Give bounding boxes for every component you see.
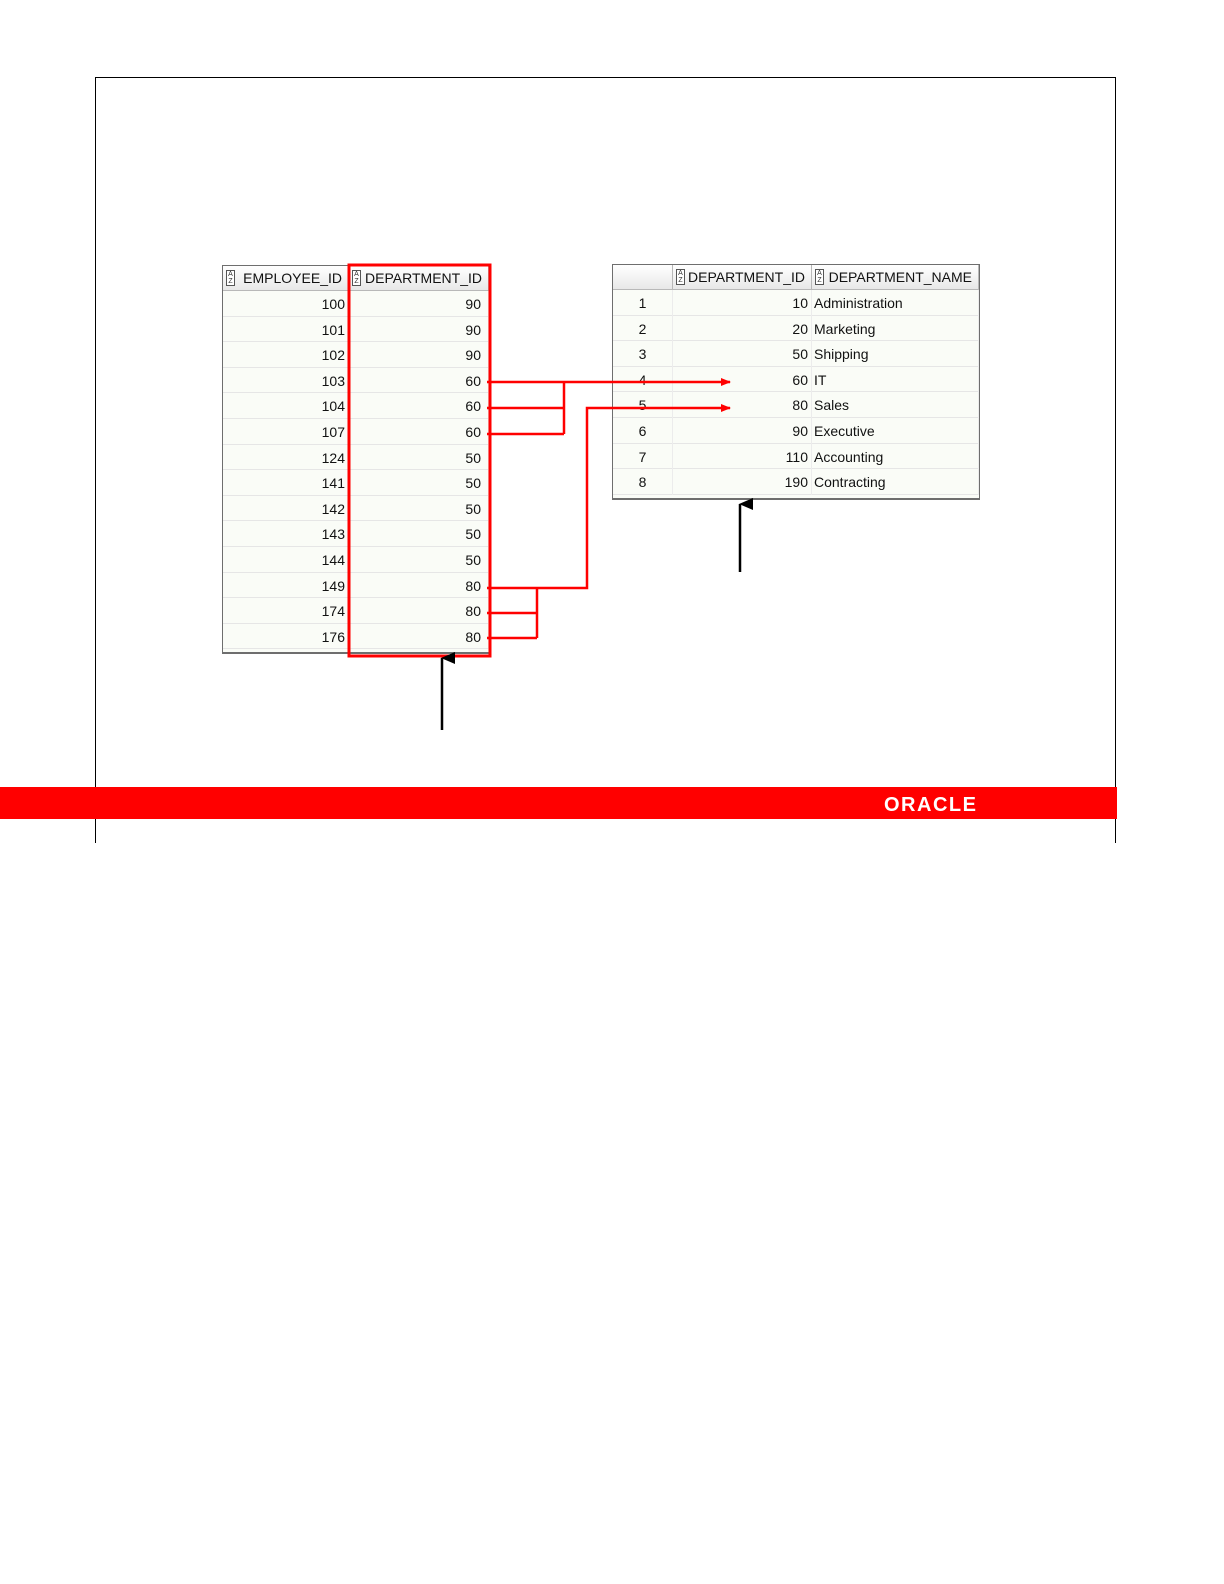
cell-department-id: 50 [349, 521, 489, 547]
oracle-logo [884, 794, 1014, 814]
cell-department-id: 50 [349, 445, 489, 471]
employees-grid [222, 265, 490, 654]
cell-employee-id: 101 [223, 317, 349, 343]
table-row[interactable] [613, 469, 979, 495]
cell-department-id: 80 [349, 598, 489, 624]
cell-department-name: Marketing [812, 316, 979, 342]
sort-icon: A Z [352, 270, 361, 286]
departments-rows [613, 290, 979, 495]
cell-department-id: 60 [349, 393, 489, 419]
cell-row-number: 5 [613, 392, 673, 418]
sort-icon: A Z [226, 270, 235, 286]
column-header-label: DEPARTMENT_ID [365, 270, 482, 286]
cell-department-name: IT [812, 367, 979, 393]
column-header-label: DEPARTMENT_NAME [828, 269, 972, 285]
cell-employee-id: 124 [223, 445, 349, 471]
column-header-department-name[interactable] [812, 265, 979, 290]
cell-department-name: Contracting [812, 469, 979, 495]
table-row[interactable] [223, 573, 489, 599]
cell-department-id: 20 [673, 316, 812, 342]
cell-department-id: 90 [349, 317, 489, 343]
cell-department-id: 60 [349, 419, 489, 445]
table-row[interactable] [223, 368, 489, 394]
table-row[interactable] [613, 444, 979, 470]
cell-department-id: 50 [349, 470, 489, 496]
cell-employee-id: 107 [223, 419, 349, 445]
table-row[interactable] [223, 317, 489, 343]
cell-department-id: 60 [673, 367, 812, 393]
table-row[interactable] [223, 419, 489, 445]
cell-department-id: 90 [349, 291, 489, 317]
column-header-employee-id[interactable] [223, 266, 349, 291]
cell-row-number: 3 [613, 341, 673, 367]
cell-row-number: 8 [613, 469, 673, 495]
table-row[interactable] [223, 496, 489, 522]
table-row[interactable] [613, 290, 979, 316]
cell-row-number: 1 [613, 290, 673, 316]
table-row[interactable] [613, 316, 979, 342]
cell-employee-id: 143 [223, 521, 349, 547]
departments-grid [612, 264, 980, 500]
cell-department-id: 80 [673, 392, 812, 418]
table-row[interactable] [223, 342, 489, 368]
cell-department-name: Executive [812, 418, 979, 444]
cell-employee-id: 149 [223, 573, 349, 599]
table-row[interactable] [613, 341, 979, 367]
cell-department-id: 80 [349, 624, 489, 650]
cell-employee-id: 103 [223, 368, 349, 394]
cell-row-number: 6 [613, 418, 673, 444]
column-header-label: DEPARTMENT_ID [688, 269, 805, 285]
employees-rows [223, 291, 489, 649]
cell-department-name: Accounting [812, 444, 979, 470]
cell-employee-id: 144 [223, 547, 349, 573]
table-row[interactable] [613, 367, 979, 393]
cell-department-id: 90 [349, 342, 489, 368]
table-row[interactable] [223, 470, 489, 496]
column-header-row-number [613, 265, 673, 290]
table-row[interactable] [223, 393, 489, 419]
cell-employee-id: 174 [223, 598, 349, 624]
cell-department-id: 50 [349, 496, 489, 522]
column-header-department-id[interactable] [349, 266, 489, 291]
cell-department-id: 90 [673, 418, 812, 444]
cell-employee-id: 100 [223, 291, 349, 317]
cell-employee-id: 141 [223, 470, 349, 496]
table-row[interactable] [613, 418, 979, 444]
column-header-department-id[interactable] [673, 265, 812, 290]
cell-row-number: 2 [613, 316, 673, 342]
cell-department-id: 80 [349, 573, 489, 599]
table-row[interactable] [223, 521, 489, 547]
cell-department-id: 190 [673, 469, 812, 495]
cell-employee-id: 142 [223, 496, 349, 522]
cell-employee-id: 104 [223, 393, 349, 419]
cell-department-id: 110 [673, 444, 812, 470]
cell-employee-id: 176 [223, 624, 349, 650]
cell-row-number: 4 [613, 367, 673, 393]
cell-department-id: 50 [349, 547, 489, 573]
cell-department-name: Administration [812, 290, 979, 316]
sort-icon: A Z [815, 269, 824, 285]
cell-department-id: 10 [673, 290, 812, 316]
cell-employee-id: 102 [223, 342, 349, 368]
table-row[interactable] [223, 547, 489, 573]
table-row[interactable] [223, 598, 489, 624]
cell-department-name: Shipping [812, 341, 979, 367]
table-row[interactable] [223, 291, 489, 317]
cell-row-number: 7 [613, 444, 673, 470]
table-row[interactable] [223, 624, 489, 650]
table-row[interactable] [223, 445, 489, 471]
column-header-label: EMPLOYEE_ID [243, 270, 342, 286]
cell-department-id: 50 [673, 341, 812, 367]
sort-icon: A Z [676, 269, 685, 285]
svg-text:ORACLE: ORACLE [884, 794, 978, 814]
cell-department-name: Sales [812, 392, 979, 418]
table-row[interactable] [613, 392, 979, 418]
cell-department-id: 60 [349, 368, 489, 394]
